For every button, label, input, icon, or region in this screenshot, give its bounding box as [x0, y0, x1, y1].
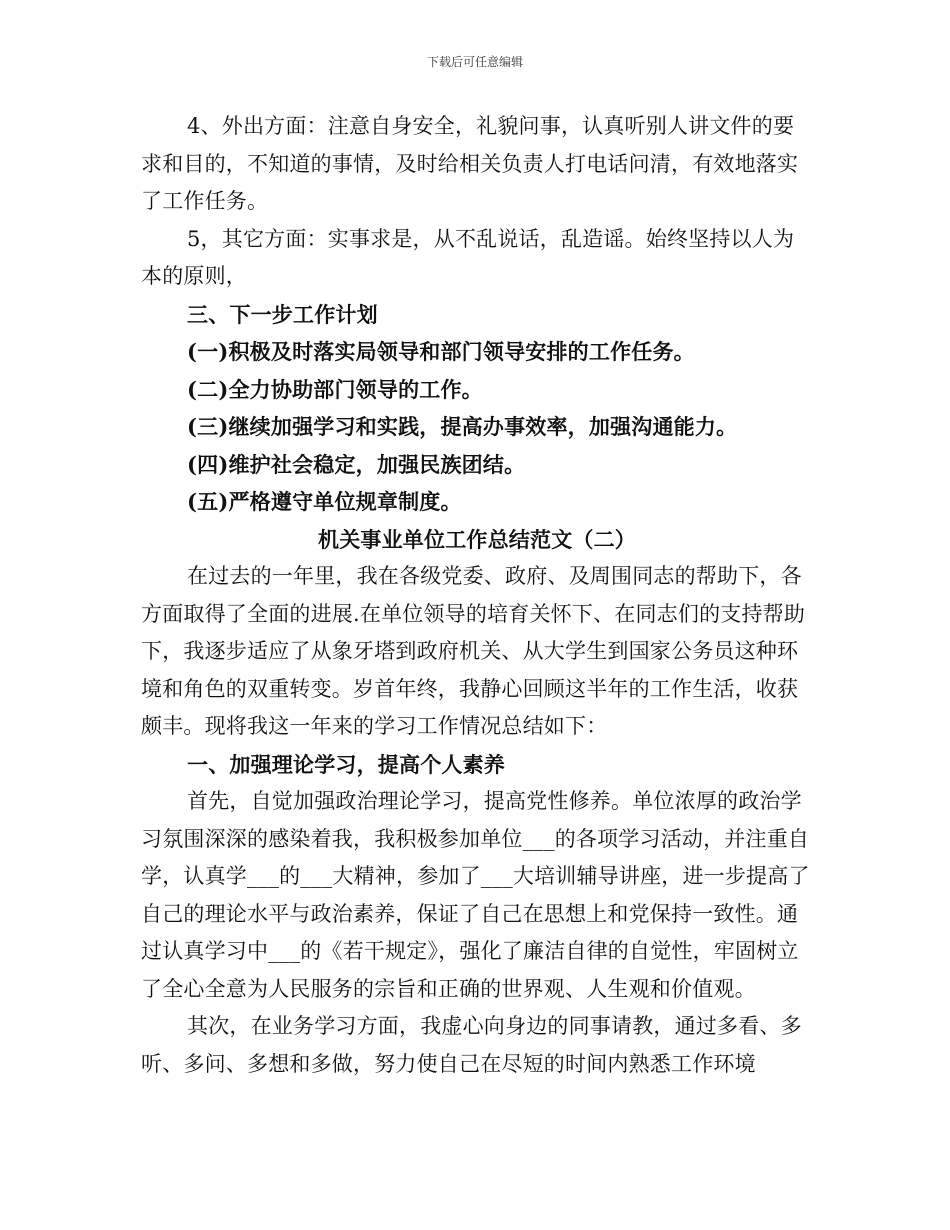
paragraph-outing: 4、外出方面：注意自身安全，礼貌问事，认真听别人讲文件的要求和目的，不知道的事情，及时给相关负责人打电话问清，有效地落实了工作任务。 [141, 114, 799, 213]
plan-item-3: (三)继续加强学习和实践，提高办事效率，加强沟通能力。 [187, 414, 738, 439]
section-heading-theory: 一、加强理论学习，提高个人素养 [187, 751, 505, 777]
paragraph-intro: 在过去的一年里，我在各级党委、政府、及周围同志的帮助下，各方面取得了全面的进展.在单位领导的培育关怀下、在同志们的支持帮助下，我逐步适应了从象牙塔到政府机关、从大学生到国家公务员这种环境和角色的双重转变。岁首年终，我静心回顾这半年的工作生活，收获颇丰。现将我这一年来的学习工作情况总结如下： [141, 564, 806, 738]
section-heading-next-plan: 三、下一步工作计划 [187, 301, 378, 327]
paragraph-political-study: 首先，自觉加强政治理论学习，提高党性修养。单位浓厚的政治学习氛围深深的感染着我，我积极参加单位___的各项学习活动，并注重自学，认真学___的___大精神，参加了___大培训辅导讲座，进一步提高了自己的理论水平与政治素养，保证了自己在思想上和党保持一致性。通过认真学习中___的《若干规定》，强化了廉洁自律的自觉性，牢固树立了全心全意为人民服务的宗旨和正确的世界观、人生观和价值观。 [141, 789, 810, 1001]
page-header: 下载后可任意编辑 [426, 55, 523, 69]
plan-item-4: (四)维护社会稳定，加强民族团结。 [187, 451, 526, 477]
document-title: 机关事业单位工作总结范文（二） [318, 526, 636, 552]
paragraph-business-study: 其次，在业务学习方面，我虚心向身边的同事请教，通过多看、多听、多问、多想和多做，努力使自己在尽短的时间内熟悉工作环境 [141, 1014, 802, 1076]
plan-item-1: (一)积极及时落实局领导和部门领导安排的工作任务。 [187, 339, 695, 364]
paragraph-other: 5，其它方面：实事求是，从不乱说话，乱造谣。始终坚持以人为本的原则， [141, 226, 795, 288]
document-body [141, 108, 813, 1083]
plan-item-2: (二)全力协助部门领导的工作。 [187, 376, 483, 402]
plan-item-5: (五)严格遵守单位规章制度。 [187, 489, 462, 514]
